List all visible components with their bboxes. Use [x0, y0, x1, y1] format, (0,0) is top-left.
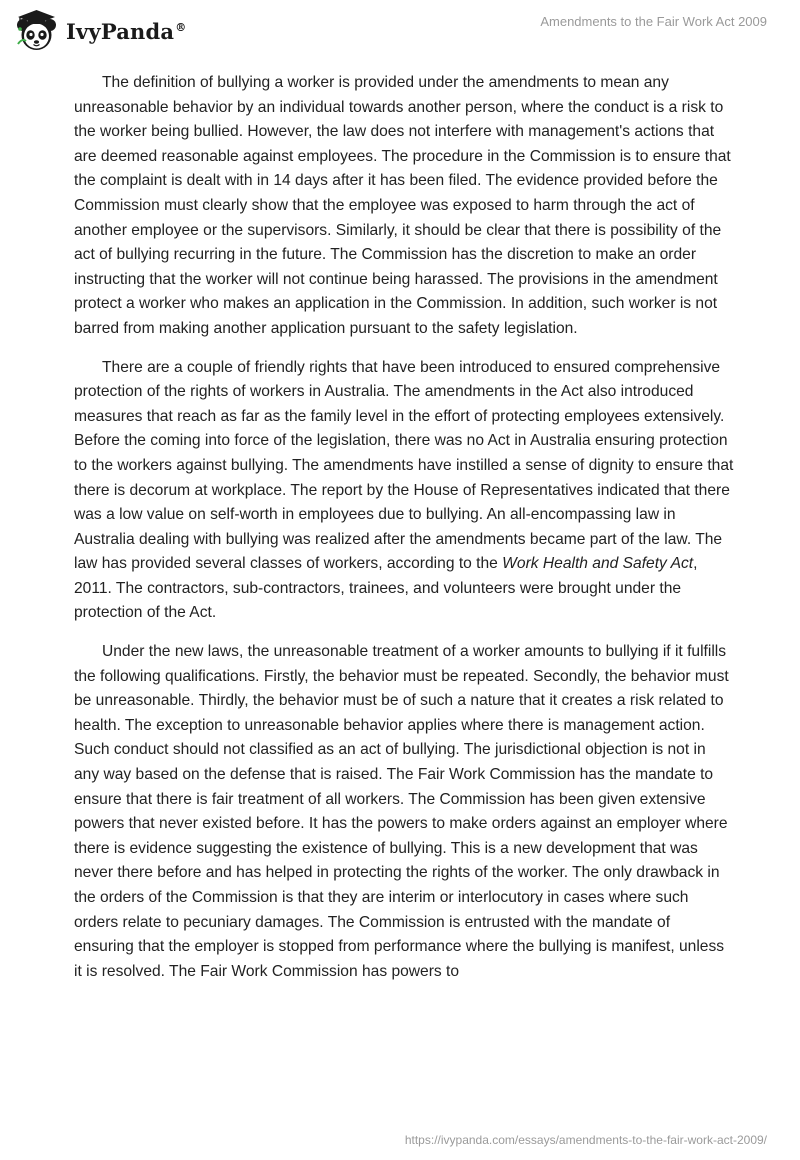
logo-text: IvyPanda — [66, 18, 175, 44]
paragraph — [74, 356, 734, 627]
legislation-title: Work Health and Safety Act — [502, 555, 694, 573]
panda-graduation-cap-icon — [14, 8, 60, 54]
source-url[interactable]: https://ivypanda.com/essays/amendments-to-the-fair-work-act-2009/ — [404, 1133, 767, 1147]
paragraph-text: , 2011. The contractors, sub-contractors, trainees, and volunteers were brought under the protection of the Act. — [74, 555, 698, 622]
paragraph-text: There are a couple of friendly rights that have been introduced to ensured comprehensive protection of the rights of workers in Australia. The amendments in the Act also introduced measures that reach as far as the family level in the effort of protecting employees extensively. Before the coming into force of the legislation, there was no Act in Australia ensuring protection to the workers against bullying. The amendments have instilled a sense of dignity to ensure that there is decorum at workplace. The report by the House of Representatives indicated that there was a low value on self-worth in employees due to bullying. An all-encompassing law in Australia dealing with bullying was realized after the amendments became part of the law. The law has provided several classes of workers, according to the — [74, 358, 734, 573]
logo-wordmark — [66, 19, 186, 44]
paragraph: Under the new laws, the unreasonable treatment of a worker amounts to bullying if it fulfills the following qualifications. Firstly, the behavior must be repeated. Secondly, the behavior must be unreasonable. Thirdly, the behavior must be of such a nature that it creates a risk related to health. The exception to unreasonable behavior applies where there is management action. Such conduct should not classified as an act of bullying. The jurisdictional objection is not in any way based on the defense that is raised. The Fair Work Commission has the mandate to ensure that there is fair treatment of all workers. The Commission has been given extensive powers that never existed before. It has the powers to make orders against an employer where there is evidence suggesting the existence of bullying. This is a new development that was never there before and has helped in protecting the rights of the worker. The only drawback in the orders of the Commission is that they are interim or interlocutory in cases where such orders relate to pecuniary damages. The Commission is entrusted with the mandate of ensuring that the employer is stopped from performance where the bullying is manifest, unless it is resolved. The Fair Work Commission has powers to — [74, 643, 729, 980]
running-title: Amendments to the Fair Work Act 2009 — [540, 14, 767, 29]
ivypanda-logo[interactable] — [14, 8, 186, 54]
registered-mark: ® — [175, 20, 187, 34]
essay-body — [74, 70, 734, 998]
paragraph: The definition of bullying a worker is provided under the amendments to mean any unreasonable behavior by an individual towards another person, where the conduct is a risk to the worker being bullied. However, the law does not interfere with management's actions that are deemed reasonable against employees. The procedure in the Commission is to ensure that the complaint is dealt with in 14 days after it has been filed. The evidence provided before the Commission must clearly show that the employee was exposed to harm through the act of another employee or the supervisors. Similarly, it should be clear that there is possibility of the act of bullying recurring in the future. The Commission has the discretion to make an order instructing that the worker will not continue being harassed. The provisions in the amendment protect a worker who makes an application in the Commission. In addition, such worker is not barred from making another application pursuant to the safety legislation. — [74, 74, 731, 337]
page-header — [0, 0, 800, 70]
